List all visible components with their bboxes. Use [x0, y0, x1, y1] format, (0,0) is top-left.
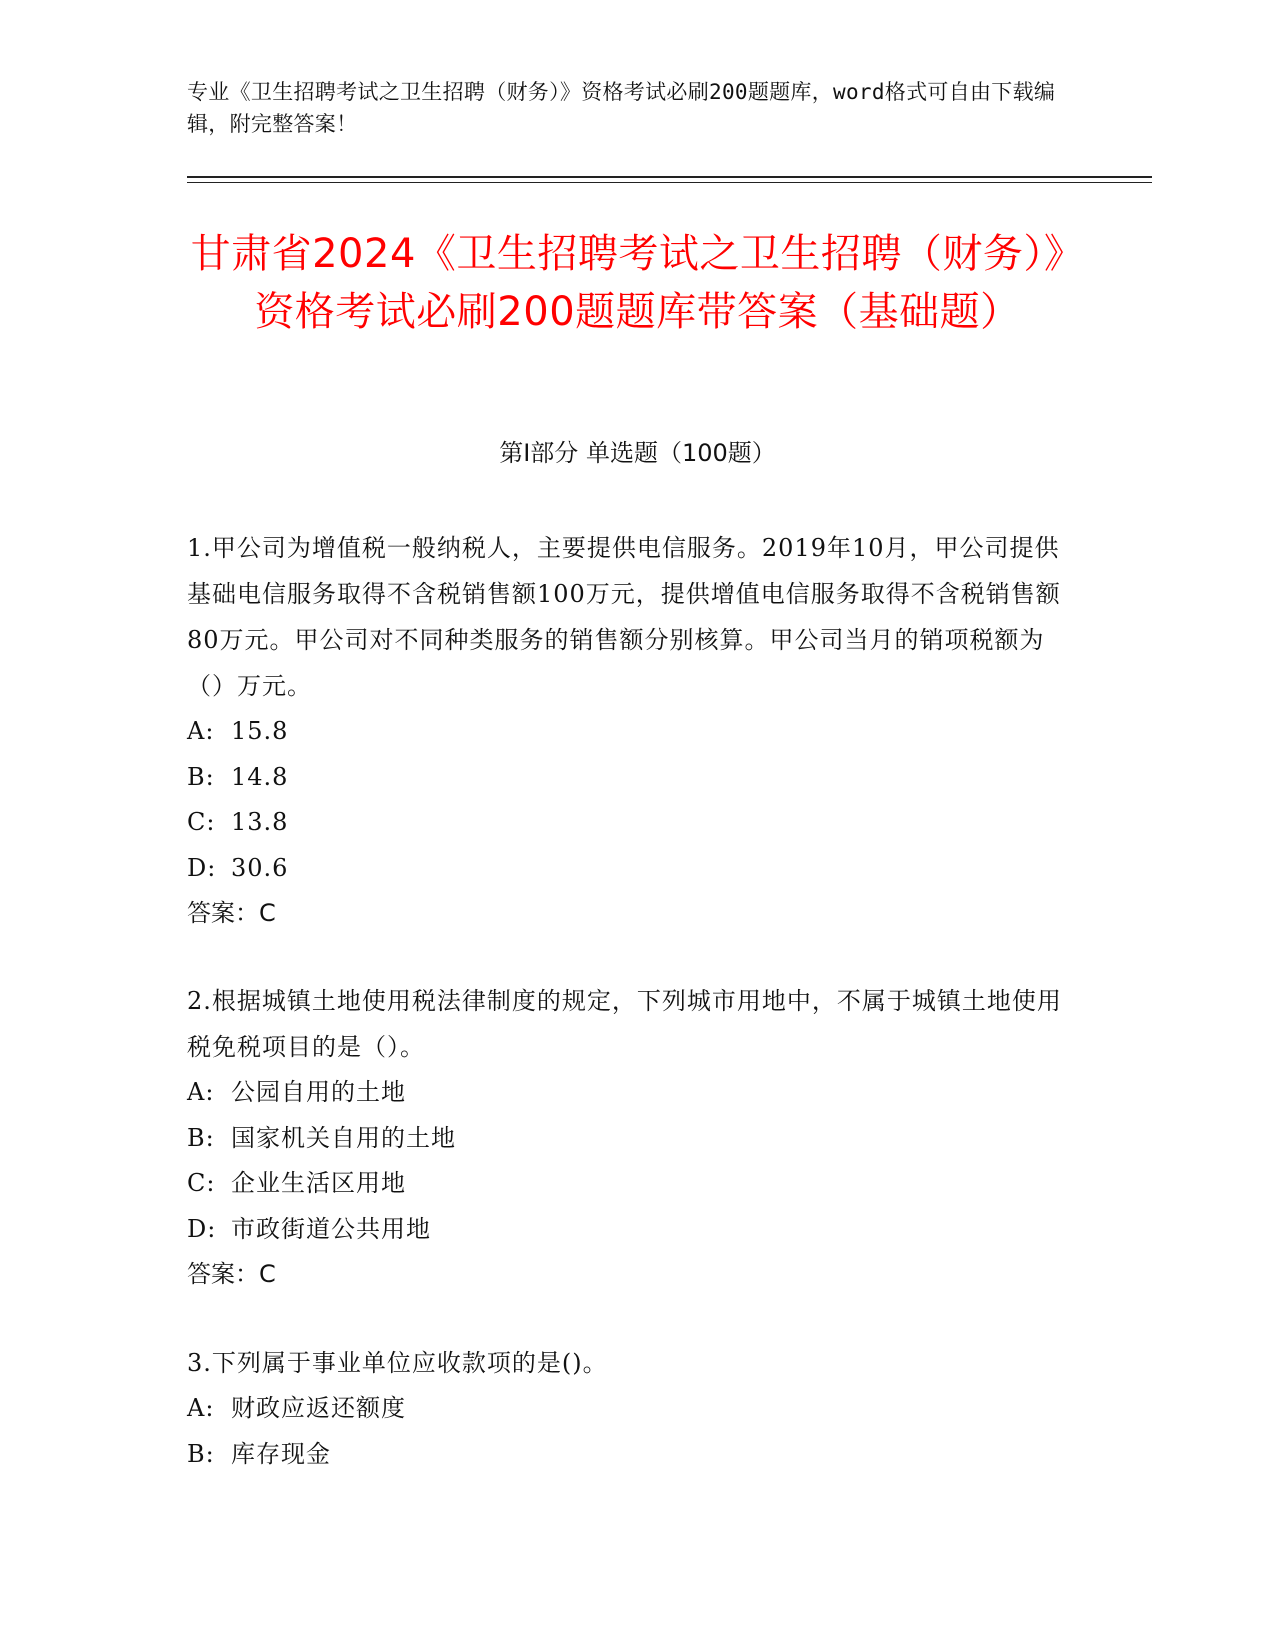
answer-line: 答案：C [187, 1260, 276, 1288]
option-letter: D: [187, 1214, 217, 1243]
option-letter: B: [187, 1123, 215, 1152]
option-a [187, 1386, 1077, 1432]
option-text: 市政街道公共用地 [231, 1214, 431, 1243]
option-letter: B: [187, 762, 215, 791]
option-c [187, 800, 1077, 846]
option-text: 企业生活区用地 [231, 1169, 406, 1197]
option-text: 30.6 [231, 853, 289, 882]
question-1 [187, 525, 1077, 936]
option-text: 财政应返还额度 [231, 1394, 406, 1422]
option-c [187, 1161, 1077, 1207]
option-d [187, 846, 1077, 892]
option-text: 15.8 [231, 717, 289, 745]
document-title: 甘肃省2024《卫生招聘考试之卫生招聘（财务）》资格考试必刷200题题库带答案（基础题） [190, 231, 1085, 335]
option-letter: C: [187, 808, 216, 836]
option-b [187, 1432, 1077, 1478]
option-letter: A: [187, 1394, 215, 1422]
option-letter: D: [187, 853, 217, 882]
option-a [187, 709, 1077, 755]
option-d [187, 1207, 1077, 1253]
question-3 [187, 1340, 1077, 1477]
question-stem: 1.甲公司为增值税一般纳税人，主要提供电信服务。2019年10月，甲公司提供基础电信服务取得不含税销售额100万元，提供增值电信服务取得不含税销售额80万元。甲公司对不同种类服务的销售额分别核算。甲公司当月的销项税额为（）万元。 [187, 534, 1061, 700]
option-text: 13.8 [231, 808, 289, 836]
section-heading: 第Ⅰ部分 单选题（100题） [499, 439, 776, 467]
option-b [187, 1116, 1077, 1162]
question-2 [187, 978, 1077, 1297]
option-text: 库存现金 [231, 1439, 331, 1468]
header-divider-thin [187, 182, 1152, 183]
option-letter: A: [187, 1078, 215, 1106]
header-note: 专业《卫生招聘考试之卫生招聘（财务）》资格考试必刷200题题库，word格式可自由下载编辑，附完整答案！ [187, 80, 1056, 136]
option-text: 国家机关自用的土地 [231, 1123, 456, 1152]
option-letter: A: [187, 717, 215, 745]
option-b [187, 755, 1077, 801]
option-text: 公园自用的土地 [231, 1078, 406, 1106]
question-stem: 3.下列属于事业单位应收款项的是()。 [187, 1349, 608, 1377]
option-letter: C: [187, 1169, 216, 1197]
option-a [187, 1070, 1077, 1116]
header-divider-thick [187, 176, 1152, 178]
answer-line: 答案：C [187, 899, 276, 927]
option-text: 14.8 [231, 762, 289, 791]
option-letter: B: [187, 1439, 215, 1468]
question-stem: 2.根据城镇土地使用税法律制度的规定，下列城市用地中，不属于城镇土地使用税免税项目的是（）。 [187, 987, 1062, 1061]
